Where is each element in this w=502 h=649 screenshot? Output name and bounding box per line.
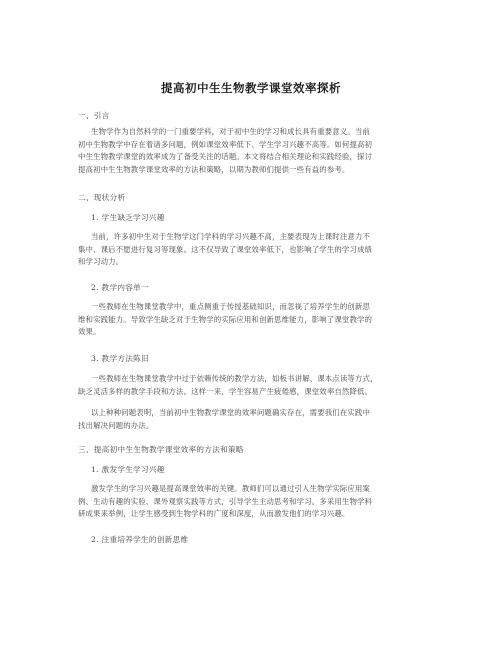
section-heading-introduction: 一、引言 — [78, 111, 110, 120]
subheading-innovative-thinking: 2. 注重培养学生的创新思维 — [91, 535, 189, 544]
paragraph-introduction — [78, 126, 428, 176]
subheading-stimulate-interest: 1. 激发学生学习兴趣 — [91, 465, 165, 474]
text-line: 找出解决问题的办法。 — [78, 420, 154, 430]
text-line: 效果。 — [78, 327, 101, 337]
text-line: 和学习动力。 — [78, 257, 124, 267]
text-line: 中生生物教学课堂的效率成为了备受关注的话题。本文将结合相关理论和实践经验，探讨 — [78, 152, 373, 162]
paragraph-lack-of-interest — [78, 231, 428, 269]
text-line: 当前，许多初中生对于生物学这门学科的学习兴趣不高，主要表现为上课时注意力不 — [91, 232, 371, 241]
text-line: 维和实践能力。导致学生缺乏对于生物学的实际应用和创新思维能力，影响了课堂教学的 — [78, 314, 373, 324]
text-line: 集中、课后不愿进行复习等现象。这不仅导致了课堂效率低下，也影响了学生的学习成绩 — [78, 244, 373, 254]
subheading-single-content: 2. 教学内容单一 — [91, 283, 149, 292]
paragraph-outdated-methods — [78, 373, 428, 398]
text-line: 一些教师在生物课堂教学中，重点侧重于传授基础知识，而忽视了培养学生的创新思 — [91, 302, 371, 311]
subheading-lack-of-interest: 1. 学生缺乏学习兴趣 — [91, 213, 165, 222]
paragraph-stimulate-interest — [78, 483, 428, 521]
subheading-outdated-methods: 3. 教学方法陈旧 — [91, 354, 149, 363]
paragraph-single-content — [78, 301, 428, 339]
paragraph-summary — [78, 407, 428, 432]
text-line: 提高初中生生物教学课堂效率的方法和策略，以期为教师们提供一些有益的参考。 — [78, 164, 350, 174]
text-line: 研成果来举例，让学生感受到生物学科的广度和深度，从而激发他们的学习兴趣。 — [78, 509, 350, 519]
text-line: 激发学生的学习兴趣是提高课堂效率的关键。教师们可以通过引入生物学实际应用案 — [91, 484, 371, 493]
document-title: 提高初中生生物教学课堂效率探析 — [161, 81, 341, 95]
text-line: 一些教师在生物课堂教学中过于依赖传统的教学方法，如板书讲解、课本点读等方式， — [91, 374, 378, 383]
text-line: 初中生物教学中存在着诸多问题，例如课堂效率低下、学生学习兴趣不高等。如何提高初 — [78, 139, 373, 149]
text-line: 例、生动有趣的实验、课外观察实践等方式，引导学生主动思考和学习。多采用生物学科 — [78, 496, 373, 506]
section-heading-methods-strategies: 三、提高初中生生物教学课堂效率的方法和策略 — [78, 445, 244, 454]
text-line: 生物学作为自然科学的一门重要学科，对于初中生的学习和成长具有重要意义。当前 — [91, 127, 371, 136]
text-line: 缺乏灵活多样的教学手段和方法。这样一来，学生容易产生疲倦感，课堂效率自然降低。 — [78, 386, 373, 396]
text-line: 以上种种问题表明，当前初中生物教学课堂的效率问题确实存在，需要我们在实践中 — [91, 408, 371, 417]
section-heading-status-analysis: 二、现状分析 — [78, 193, 126, 202]
